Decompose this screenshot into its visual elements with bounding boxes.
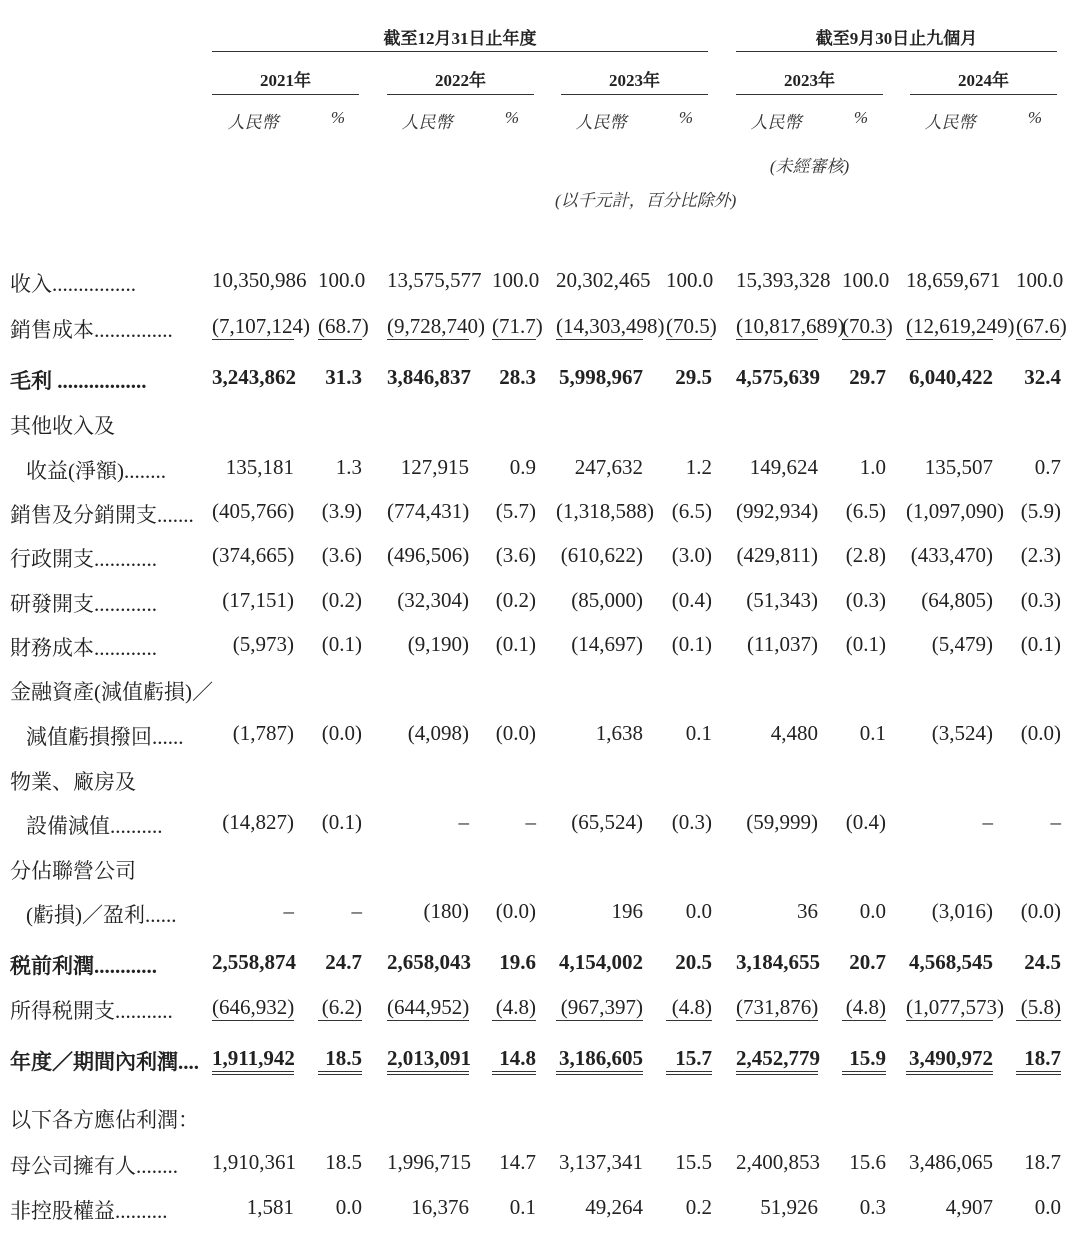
percent-cell: 100.0	[492, 268, 540, 292]
percent-cell: 32.4	[1024, 365, 1061, 389]
percent-cell: (0.1)	[671, 632, 712, 656]
percent-cell: 24.5	[1024, 950, 1061, 974]
percent-cell: 0.0	[1034, 1195, 1061, 1219]
percent-cell: (0.1)	[495, 632, 536, 656]
amount-cell: (1,097,090)	[906, 499, 1004, 523]
amount-cell: (32,304)	[397, 588, 469, 612]
header-group-nine-months: 截至9月30日止九個月	[815, 29, 978, 48]
amount-cell: (14,827)	[222, 810, 294, 834]
row-label: 以下各方應佔利潤：	[10, 1108, 199, 1132]
table-row	[0, 721, 1080, 755]
amount-cell: 4,907	[945, 1195, 993, 1219]
amount-cell: (51,343)	[746, 588, 818, 612]
row-label: 財務成本............	[10, 636, 157, 660]
unit-rmb: 人民幣	[575, 113, 627, 132]
percent-cell: (6.5)	[845, 499, 886, 523]
percent-cell: (70.5)	[666, 314, 717, 338]
unaudited-note: (未經審核)	[769, 157, 850, 176]
amount-cell: 1,910,361	[212, 1150, 296, 1174]
percent-cell: (0.4)	[845, 810, 886, 834]
row-label: 税前利潤............	[10, 954, 157, 978]
unit-pct: %	[678, 108, 694, 127]
row-label: 減值虧損撥回......	[26, 725, 184, 749]
percent-cell: 24.7	[325, 950, 362, 974]
header-group-full-year: 截至12月31日止年度	[383, 29, 537, 48]
percent-cell: (67.6)	[1016, 314, 1067, 338]
amount-cell: (1,318,588)	[556, 499, 654, 523]
amount-cell: (1,787)	[232, 721, 294, 745]
percent-cell: 0.3	[859, 1195, 886, 1219]
percent-cell: (0.0)	[1020, 899, 1061, 923]
year-2022: 2022年	[435, 71, 486, 90]
percent-cell: 0.1	[859, 721, 886, 745]
percent-cell: (3.6)	[495, 543, 536, 567]
amount-cell: 135,507	[924, 455, 993, 479]
amount-cell: (64,805)	[921, 588, 993, 612]
percent-cell: 31.3	[325, 365, 362, 389]
percent-cell: (4.8)	[842, 995, 886, 1021]
amount-cell: (3,524)	[931, 721, 993, 745]
table-row	[0, 632, 1080, 666]
percent-cell: (0.3)	[1020, 588, 1061, 612]
amount-cell: 1,581	[246, 1195, 294, 1219]
percent-cell: (5.8)	[1016, 995, 1061, 1021]
amount-cell: (433,470)	[910, 543, 993, 567]
amount-cell: 3,490,972	[906, 1046, 993, 1075]
year-2021: 2021年	[260, 71, 311, 90]
percent-cell: 0.7	[1034, 455, 1061, 479]
unit-pct: %	[1027, 108, 1043, 127]
percent-cell: 18.5	[325, 1150, 362, 1174]
percent-cell: (2.8)	[845, 543, 886, 567]
percent-cell: –	[351, 899, 362, 923]
thousands-note: (以千元計，百分比除外)	[555, 191, 737, 210]
amount-cell: (14,697)	[571, 632, 643, 656]
amount-cell: 135,181	[225, 455, 294, 479]
divider	[910, 94, 1057, 95]
percent-cell: 100.0	[842, 268, 890, 292]
table-row	[0, 810, 1080, 844]
amount-cell: 16,376	[411, 1195, 469, 1219]
percent-cell: (0.0)	[1020, 721, 1061, 745]
percent-cell: (3.0)	[671, 543, 712, 567]
row-label: 收入................	[10, 272, 136, 296]
amount-cell: (10,817,689)	[736, 314, 845, 338]
amount-cell: –	[458, 810, 469, 834]
amount-cell: (5,973)	[232, 632, 294, 656]
amount-cell: 2,658,043	[387, 950, 471, 974]
percent-cell: 15.5	[675, 1150, 712, 1174]
percent-cell: (0.3)	[671, 810, 712, 834]
amount-cell: (405,766)	[212, 499, 295, 523]
amount-cell: 49,264	[585, 1195, 643, 1219]
row-label: 毛利 .................	[10, 369, 147, 393]
divider	[736, 94, 883, 95]
row-label: 分佔聯營公司	[10, 859, 136, 883]
percent-cell: 0.0	[335, 1195, 362, 1219]
amount-cell: 3,186,605	[556, 1046, 643, 1075]
table-row	[0, 1104, 1080, 1138]
amount-cell: 4,480	[770, 721, 818, 745]
row-label: 所得税開支...........	[10, 999, 173, 1023]
unit-pct: %	[504, 108, 520, 127]
amount-cell: (65,524)	[571, 810, 643, 834]
amount-cell: (11,037)	[747, 632, 818, 656]
percent-cell: –	[1050, 810, 1061, 834]
amount-cell: 1,638	[595, 721, 643, 745]
table-row	[0, 410, 1080, 444]
percent-cell: (3.6)	[321, 543, 362, 567]
percent-cell: 18.5	[318, 1046, 362, 1075]
amount-cell: (496,506)	[387, 543, 470, 567]
percent-cell: (70.3)	[842, 314, 893, 338]
table-row	[0, 314, 1080, 348]
row-label: 金融資產(減值虧損)／	[10, 680, 213, 704]
row-label: 研發開支............	[10, 592, 157, 616]
percent-cell: 14.7	[499, 1150, 536, 1174]
percent-cell: 0.1	[509, 1195, 536, 1219]
row-label: 非控股權益..........	[10, 1199, 168, 1223]
percent-cell: (2.3)	[1020, 543, 1061, 567]
divider	[387, 94, 534, 95]
percent-cell: 0.9	[509, 455, 536, 479]
percent-cell: 100.0	[1016, 268, 1064, 292]
unit-rmb: 人民幣	[924, 113, 976, 132]
amount-cell: 1,911,942	[212, 1046, 294, 1075]
percent-cell: 1.0	[859, 455, 886, 479]
percent-cell: 100.0	[318, 268, 366, 292]
amount-cell: (85,000)	[571, 588, 643, 612]
amount-cell: 5,998,967	[559, 365, 643, 389]
percent-cell: (5.7)	[495, 499, 536, 523]
table-row	[0, 268, 1080, 302]
percent-cell: (4.8)	[666, 995, 712, 1021]
row-label: 收益(淨額)........	[26, 459, 166, 483]
divider	[212, 51, 708, 52]
percent-cell: (3.9)	[321, 499, 362, 523]
amount-cell: (5,479)	[931, 632, 993, 656]
amount-cell: (731,876)	[736, 995, 819, 1019]
percent-cell: 1.3	[335, 455, 362, 479]
percent-cell: (0.4)	[671, 588, 712, 612]
percent-cell: (6.5)	[671, 499, 712, 523]
amount-cell: (9,728,740)	[387, 314, 485, 338]
amount-cell: 2,452,779	[736, 1046, 818, 1075]
percent-cell: (0.0)	[321, 721, 362, 745]
divider	[561, 94, 708, 95]
percent-cell: 0.0	[685, 899, 712, 923]
table-row	[0, 855, 1080, 889]
amount-cell: (967,397)	[556, 995, 643, 1021]
amount-cell: (1,077,573)	[906, 995, 1004, 1019]
amount-cell: (992,934)	[736, 499, 819, 523]
percent-cell: (0.2)	[321, 588, 362, 612]
amount-cell: (774,431)	[387, 499, 470, 523]
unit-rmb: 人民幣	[750, 113, 802, 132]
percent-cell: 20.5	[675, 950, 712, 974]
divider	[736, 51, 1057, 52]
percent-cell: 18.7	[1024, 1150, 1061, 1174]
amount-cell: 2,013,091	[387, 1046, 469, 1075]
amount-cell: 10,350,986	[212, 268, 307, 292]
table-row	[0, 499, 1080, 533]
amount-cell: (644,952)	[387, 995, 470, 1019]
amount-cell: 36	[797, 899, 818, 923]
percent-cell: (0.1)	[321, 632, 362, 656]
amount-cell: 3,137,341	[559, 1150, 643, 1174]
amount-cell: 6,040,422	[909, 365, 993, 389]
amount-cell: (429,811)	[736, 543, 818, 567]
percent-cell: 100.0	[666, 268, 714, 292]
amount-cell: (59,999)	[746, 810, 818, 834]
percent-cell: (5.9)	[1020, 499, 1061, 523]
row-label: 母公司擁有人........	[10, 1154, 178, 1178]
percent-cell: (0.0)	[495, 899, 536, 923]
row-label: 行政開支............	[10, 547, 157, 571]
amount-cell: 2,400,853	[736, 1150, 820, 1174]
amount-cell: (4,098)	[407, 721, 469, 745]
row-label: 物業、廠房及	[10, 770, 136, 794]
percent-cell: 0.2	[685, 1195, 712, 1219]
amount-cell: 20,302,465	[556, 268, 651, 292]
percent-cell: 29.5	[675, 365, 712, 389]
unit-pct: %	[330, 108, 346, 127]
amount-cell: (14,303,498)	[556, 314, 665, 338]
amount-cell: 4,568,545	[909, 950, 993, 974]
percent-cell: 14.8	[492, 1046, 536, 1075]
amount-cell: (610,622)	[560, 543, 643, 567]
percent-cell: (6.2)	[318, 995, 362, 1021]
table-row	[0, 1046, 1080, 1080]
table-row	[0, 995, 1080, 1029]
amount-cell: 247,632	[574, 455, 643, 479]
amount-cell: (9,190)	[407, 632, 469, 656]
table-row	[0, 588, 1080, 622]
percent-cell: 15.7	[666, 1046, 712, 1075]
percent-cell: 0.1	[685, 721, 712, 745]
percent-cell: 18.7	[1016, 1046, 1061, 1075]
percent-cell: (0.1)	[845, 632, 886, 656]
table-row	[0, 899, 1080, 933]
unit-pct: %	[853, 108, 869, 127]
row-label: 年度／期間內利潤....	[10, 1050, 199, 1074]
unit-rmb: 人民幣	[401, 113, 453, 132]
year-2024-nine-months: 2024年	[958, 71, 1009, 90]
row-label: 銷售及分銷開支.......	[10, 503, 194, 527]
percent-cell: 20.7	[849, 950, 886, 974]
percent-cell: (4.8)	[492, 995, 536, 1021]
amount-cell: 3,486,065	[909, 1150, 993, 1174]
table-row	[0, 950, 1080, 984]
percent-cell: 29.7	[849, 365, 886, 389]
amount-cell: 2,558,874	[212, 950, 296, 974]
year-2023: 2023年	[609, 71, 660, 90]
amount-cell: (180)	[423, 899, 469, 923]
amount-cell: (7,107,124)	[212, 314, 310, 338]
amount-cell: 4,575,639	[736, 365, 820, 389]
percent-cell: (0.1)	[1020, 632, 1061, 656]
amount-cell: (3,016)	[931, 899, 993, 923]
amount-cell: (17,151)	[222, 588, 294, 612]
percent-cell: 28.3	[499, 365, 536, 389]
row-label: 其他收入及	[10, 414, 115, 438]
table-row	[0, 1150, 1080, 1184]
percent-cell: 19.6	[499, 950, 536, 974]
amount-cell: 13,575,577	[387, 268, 482, 292]
amount-cell: 3,243,862	[212, 365, 296, 389]
amount-cell: (12,619,249)	[906, 314, 1015, 338]
row-label: (虧損)／盈利......	[26, 903, 177, 927]
row-label: 設備減值..........	[26, 814, 163, 838]
percent-cell: (0.0)	[495, 721, 536, 745]
table-row	[0, 676, 1080, 710]
table-row	[0, 543, 1080, 577]
percent-cell: 15.6	[849, 1150, 886, 1174]
amount-cell: 51,926	[760, 1195, 818, 1219]
year-2023-nine-months: 2023年	[784, 71, 835, 90]
amount-cell: (646,932)	[212, 995, 295, 1019]
amount-cell: 18,659,671	[906, 268, 1001, 292]
amount-cell: 4,154,002	[559, 950, 643, 974]
amount-cell: –	[283, 899, 294, 923]
row-label: 銷售成本...............	[10, 318, 173, 342]
percent-cell: –	[525, 810, 536, 834]
amount-cell: 149,624	[749, 455, 818, 479]
amount-cell: (374,665)	[212, 543, 295, 567]
percent-cell: (0.2)	[495, 588, 536, 612]
table-row	[0, 365, 1080, 399]
percent-cell: (68.7)	[318, 314, 369, 338]
table-row	[0, 455, 1080, 489]
divider	[212, 94, 359, 95]
percent-cell: 15.9	[842, 1046, 886, 1075]
amount-cell: 15,393,328	[736, 268, 831, 292]
amount-cell: 3,846,837	[387, 365, 471, 389]
percent-cell: (0.3)	[845, 588, 886, 612]
unit-rmb: 人民幣	[227, 113, 279, 132]
amount-cell: 127,915	[400, 455, 469, 479]
percent-cell: (0.1)	[321, 810, 362, 834]
percent-cell: 0.0	[859, 899, 886, 923]
amount-cell: 3,184,655	[736, 950, 820, 974]
percent-cell: (71.7)	[492, 314, 543, 338]
amount-cell: 1,996,715	[387, 1150, 471, 1174]
amount-cell: –	[982, 810, 993, 834]
percent-cell: 1.2	[685, 455, 712, 479]
amount-cell: 196	[611, 899, 643, 923]
table-row	[0, 1195, 1080, 1229]
table-row	[0, 766, 1080, 800]
